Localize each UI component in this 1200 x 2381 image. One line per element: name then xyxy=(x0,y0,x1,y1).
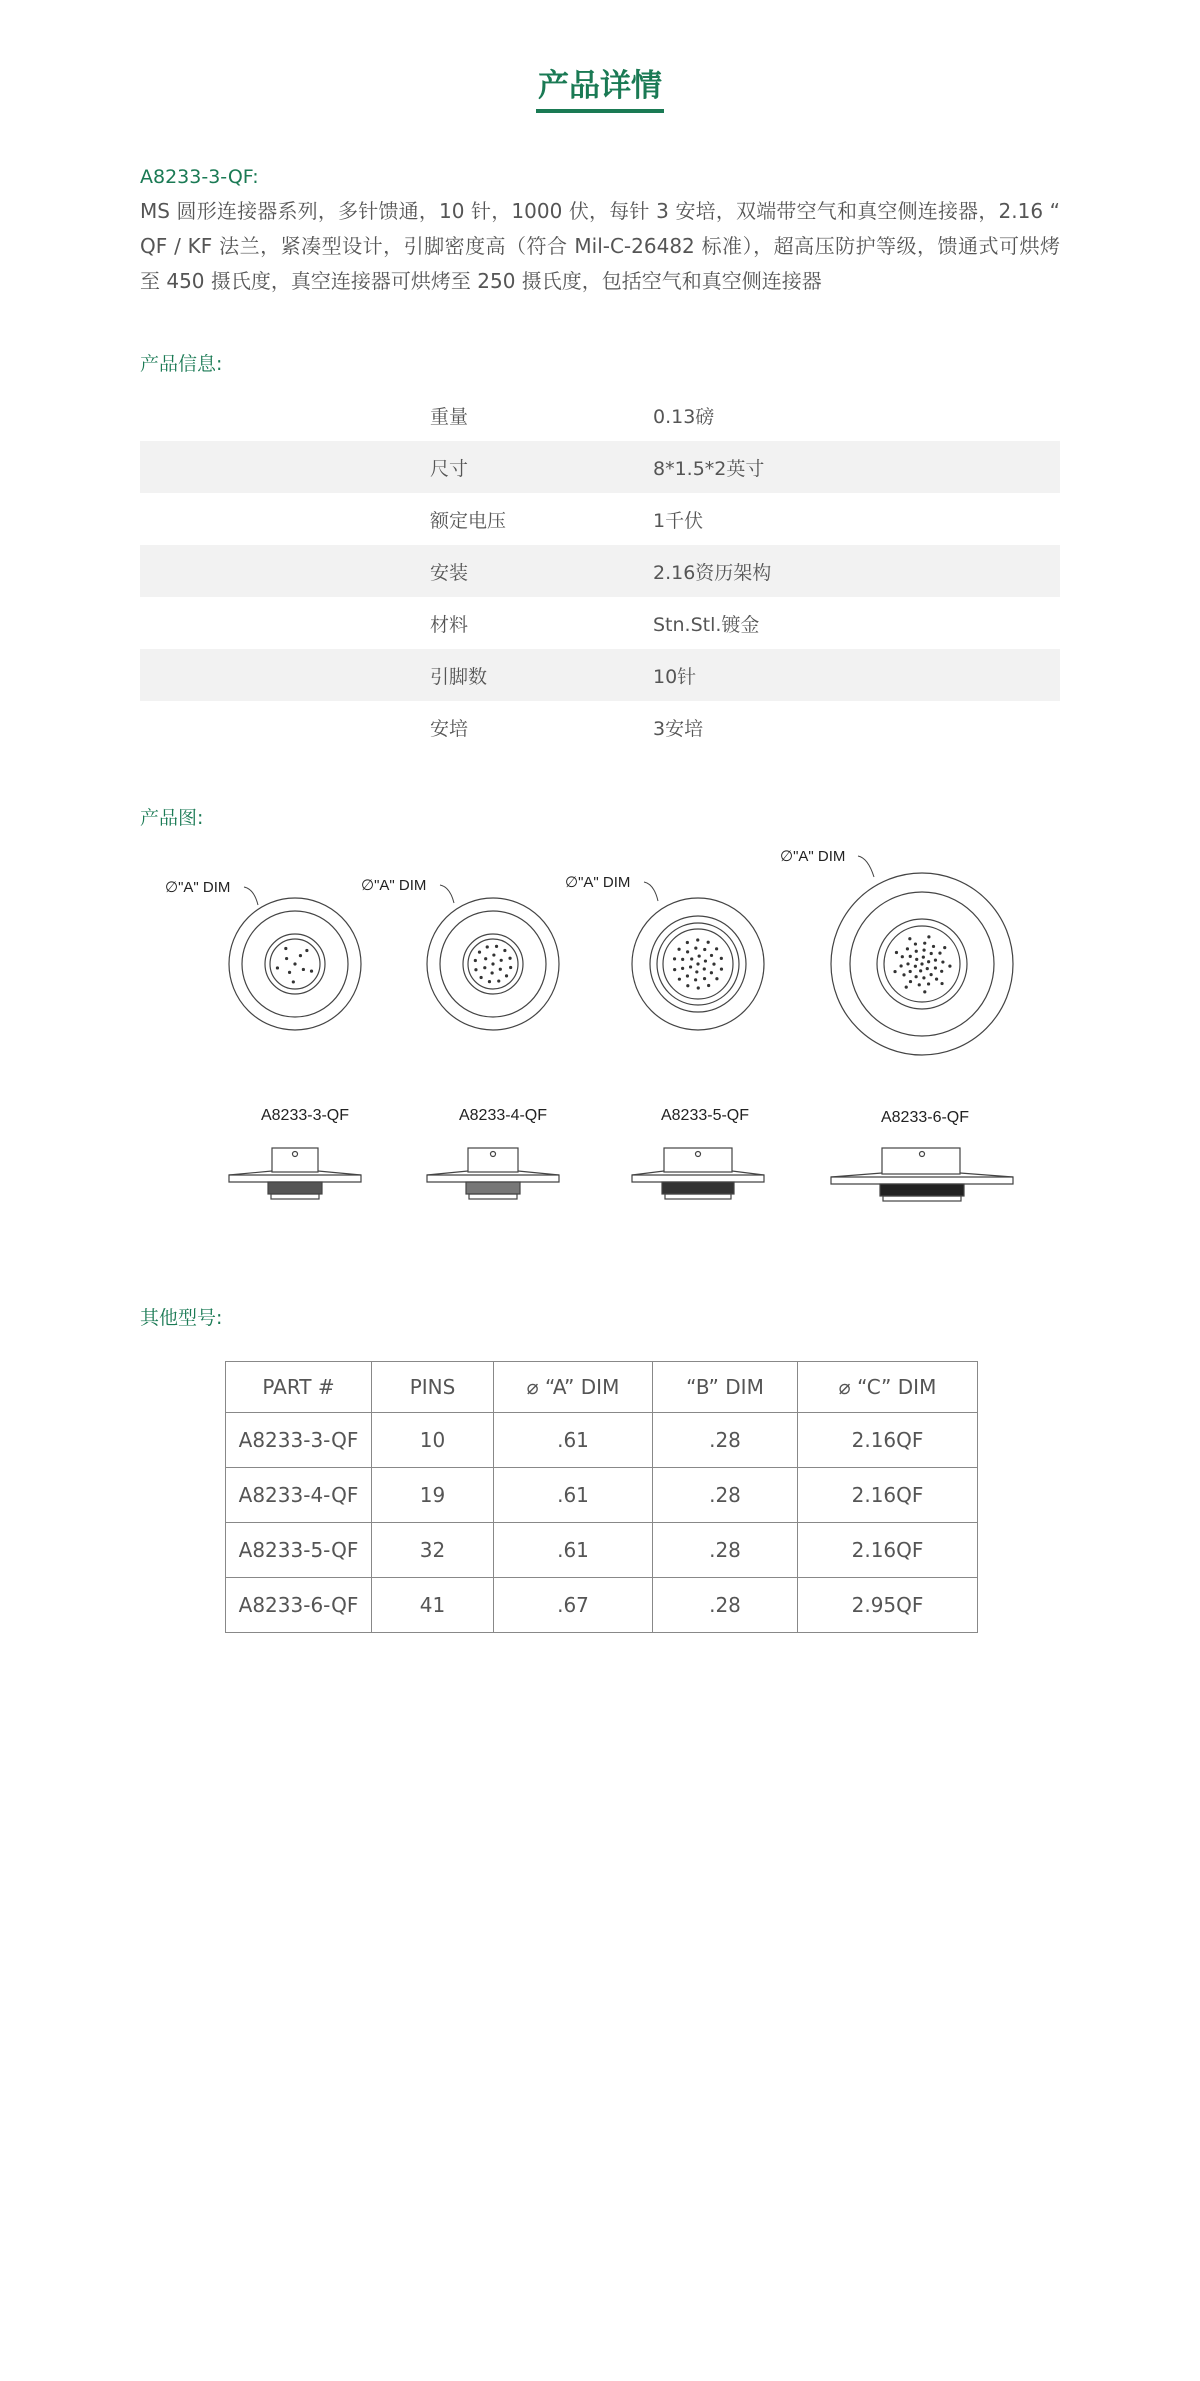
table-row xyxy=(226,1523,978,1578)
pin-dot xyxy=(491,971,494,974)
pin-dot xyxy=(927,960,930,963)
pin-dot xyxy=(505,974,508,977)
table-cell: A8233-4-QF xyxy=(226,1468,372,1523)
connector-side-view xyxy=(632,1148,764,1199)
dim-label: ∅"A" DIM xyxy=(361,877,427,894)
pin-dot xyxy=(915,950,918,953)
pin-dot xyxy=(299,954,302,957)
pin-dot xyxy=(923,990,926,993)
pin-dot xyxy=(484,957,487,960)
pin-dot xyxy=(941,960,944,963)
pin-dot xyxy=(678,978,681,981)
connector-front-view xyxy=(780,848,1013,1055)
pin-dot xyxy=(715,947,718,950)
pin-dot xyxy=(696,962,699,965)
pin-dot xyxy=(508,957,511,960)
pin-dot xyxy=(694,947,697,950)
pin-dot xyxy=(893,970,896,973)
pin-dot xyxy=(698,954,701,957)
connector-side-view xyxy=(229,1148,361,1199)
pin-dot xyxy=(492,953,495,956)
pin-dot xyxy=(923,942,926,945)
pin-dot xyxy=(486,945,489,948)
pin-dot xyxy=(914,942,917,945)
info-key: 安培 xyxy=(430,717,469,740)
table-cell: .61 xyxy=(494,1468,653,1523)
pin-dot xyxy=(488,980,491,983)
pin-dot xyxy=(673,968,676,971)
pin-dot xyxy=(480,976,483,979)
pin-dot xyxy=(720,967,723,970)
pin-dot xyxy=(905,986,908,989)
info-row xyxy=(140,545,1060,597)
pin-dot xyxy=(935,978,938,981)
pin-dot xyxy=(305,949,308,952)
table-cell: .61 xyxy=(494,1413,653,1468)
pin-dot xyxy=(902,973,905,976)
pin-dot xyxy=(922,976,925,979)
pin-dot xyxy=(703,977,706,980)
model-caption: A8233-4-QF xyxy=(458,1107,548,1124)
pin-dot xyxy=(908,937,911,940)
pin-dot xyxy=(710,954,713,957)
pin-dot xyxy=(943,946,946,949)
pin-dot xyxy=(500,959,503,962)
pin-dot xyxy=(483,966,486,969)
pin-dot xyxy=(932,945,935,948)
table-cell: .28 xyxy=(653,1578,798,1633)
info-row xyxy=(140,597,1060,649)
pin-dot xyxy=(919,969,922,972)
table-cell: 2.16QF xyxy=(798,1413,978,1468)
pin-dot xyxy=(491,962,494,965)
pin-dot xyxy=(927,982,930,985)
pin-dot xyxy=(926,967,929,970)
pin-dot xyxy=(909,970,912,973)
connector-drawing-svg xyxy=(140,839,1060,1259)
pin-dot xyxy=(686,984,689,987)
pin-dot xyxy=(918,983,921,986)
pin-dot xyxy=(948,964,951,967)
table-cell: .61 xyxy=(494,1523,653,1578)
info-section-title: 产品信息: xyxy=(140,353,223,375)
pin-dot xyxy=(276,966,279,969)
connector-front-view xyxy=(565,874,764,1030)
pin-dot xyxy=(293,962,296,965)
connector-front-view xyxy=(361,877,559,1030)
info-value: 1千伏 xyxy=(653,509,704,532)
model-label: A8233-3-QF: xyxy=(140,166,259,188)
pin-dot xyxy=(938,952,941,955)
pin-dot xyxy=(509,966,512,969)
pin-dot xyxy=(901,955,904,958)
info-key: 额定电压 xyxy=(430,509,507,532)
column-header: “B” DIM xyxy=(653,1362,798,1413)
table-cell: .28 xyxy=(653,1468,798,1523)
info-table xyxy=(140,389,1060,753)
pin-dot xyxy=(720,957,723,960)
figure-section-title: 产品图: xyxy=(140,807,204,829)
pin-dot xyxy=(922,949,925,952)
content xyxy=(140,160,1060,1633)
pin-dot xyxy=(474,968,477,971)
table-row xyxy=(226,1413,978,1468)
table-row xyxy=(226,1578,978,1633)
pin-dot xyxy=(686,950,689,953)
pin-dot xyxy=(915,975,918,978)
pin-dot xyxy=(712,963,715,966)
column-header: ⌀ “A” DIM xyxy=(494,1362,653,1413)
table-cell: 2.16QF xyxy=(798,1523,978,1578)
table-header-row xyxy=(226,1362,978,1413)
pin-dot xyxy=(302,968,305,971)
pin-dot xyxy=(690,957,693,960)
table-row xyxy=(226,1468,978,1523)
table-cell: A8233-6-QF xyxy=(226,1578,372,1633)
pin-dot xyxy=(920,962,923,965)
product-description: MS 圆形连接器系列，多针馈通，10 针，1000 伏，每针 3 安培，双端带空气和真空侧连接器，2.16 “ QF / KF 法兰，紧凑型设计，引脚密度高（符合 Mil-C-26482 标准），超高压防护等级，馈通式可烘烤至 450 摄氏度，真空连接器可烘烤至 250 摄氏度，包括空气和真空侧连接器 xyxy=(140,199,1060,293)
page-title: 产品详情 xyxy=(538,68,662,104)
pin-dot xyxy=(673,957,676,960)
pin-dot xyxy=(940,970,943,973)
pin-dot xyxy=(922,956,925,959)
pin-dot xyxy=(677,948,680,951)
table-cell: 32 xyxy=(372,1523,494,1578)
title-underline xyxy=(536,109,664,113)
model-caption: A8233-5-QF xyxy=(660,1107,750,1124)
pin-dot xyxy=(503,949,506,952)
pin-dot xyxy=(686,941,689,944)
info-value: 0.13磅 xyxy=(653,405,715,428)
info-value: 8*1.5*2英寸 xyxy=(653,457,765,480)
connector-side-view xyxy=(427,1148,559,1199)
pin-dot xyxy=(689,965,692,968)
pin-dot xyxy=(285,957,288,960)
pin-dot xyxy=(930,952,933,955)
column-header: PINS xyxy=(372,1362,494,1413)
title-block xyxy=(0,60,1200,113)
table-cell: .67 xyxy=(494,1578,653,1633)
table-cell: 2.16QF xyxy=(798,1468,978,1523)
info-key: 材料 xyxy=(430,613,469,636)
dim-label: ∅"A" DIM xyxy=(780,848,846,865)
pin-dot xyxy=(697,986,700,989)
pin-dot xyxy=(930,973,933,976)
pin-dot xyxy=(909,955,912,958)
pin-dot xyxy=(292,980,295,983)
info-row xyxy=(140,493,1060,545)
model-caption: A8233-6-QF xyxy=(880,1109,970,1126)
table-cell: A8233-3-QF xyxy=(226,1413,372,1468)
pin-dot xyxy=(710,971,713,974)
pin-dot xyxy=(707,984,710,987)
table-cell: 41 xyxy=(372,1578,494,1633)
pin-dot xyxy=(681,958,684,961)
pin-dot xyxy=(909,980,912,983)
pin-dot xyxy=(478,951,481,954)
pin-dot xyxy=(940,982,943,985)
column-header: PART # xyxy=(226,1362,372,1413)
pin-dot xyxy=(934,966,937,969)
pin-dot xyxy=(915,958,918,961)
column-header: ⌀ “C” DIM xyxy=(798,1362,978,1413)
pin-dot xyxy=(703,967,706,970)
other-models-title: 其他型号: xyxy=(140,1307,223,1329)
table-cell: 10 xyxy=(372,1413,494,1468)
info-value: 3安培 xyxy=(653,717,704,740)
pin-dot xyxy=(694,978,697,981)
pin-dot xyxy=(495,945,498,948)
info-row xyxy=(140,389,1060,441)
connector-side-view xyxy=(831,1148,1013,1201)
pin-dot xyxy=(934,959,937,962)
info-value: Stn.Stl.镀金 xyxy=(653,613,760,636)
table-cell: 2.95QF xyxy=(798,1578,978,1633)
pin-dot xyxy=(914,965,917,968)
dim-label: ∅"A" DIM xyxy=(165,879,231,896)
model-caption: A8233-3-QF xyxy=(260,1107,350,1124)
info-key: 引脚数 xyxy=(430,665,488,688)
table-cell: .28 xyxy=(653,1523,798,1578)
dim-label: ∅"A" DIM xyxy=(565,874,631,891)
info-row xyxy=(140,701,1060,753)
product-drawing xyxy=(140,839,1060,1259)
info-key: 安装 xyxy=(430,561,469,584)
connector-front-view xyxy=(165,879,361,1030)
pin-dot xyxy=(703,948,706,951)
table-cell: .28 xyxy=(653,1413,798,1468)
other-models-table xyxy=(225,1361,978,1633)
pin-dot xyxy=(707,941,710,944)
pin-dot xyxy=(895,951,898,954)
pin-dot xyxy=(704,959,707,962)
pin-dot xyxy=(695,970,698,973)
pin-dot xyxy=(499,968,502,971)
info-row xyxy=(140,441,1060,493)
pin-dot xyxy=(686,974,689,977)
pin-dot xyxy=(681,967,684,970)
table-cell: A8233-5-QF xyxy=(226,1523,372,1578)
pin-dot xyxy=(715,977,718,980)
pin-dot xyxy=(906,962,909,965)
info-value: 2.16资历架构 xyxy=(653,561,772,584)
pin-dot xyxy=(906,947,909,950)
info-key: 重量 xyxy=(430,405,469,428)
pin-dot xyxy=(288,971,291,974)
pin-dot xyxy=(899,964,902,967)
pin-dot xyxy=(474,959,477,962)
pin-dot xyxy=(927,935,930,938)
table-cell: 19 xyxy=(372,1468,494,1523)
pin-dot xyxy=(284,947,287,950)
info-row xyxy=(140,649,1060,701)
pin-dot xyxy=(310,970,313,973)
info-value: 10针 xyxy=(653,665,697,688)
pin-dot xyxy=(696,938,699,941)
info-key: 尺寸 xyxy=(430,457,469,480)
pin-dot xyxy=(497,979,500,982)
